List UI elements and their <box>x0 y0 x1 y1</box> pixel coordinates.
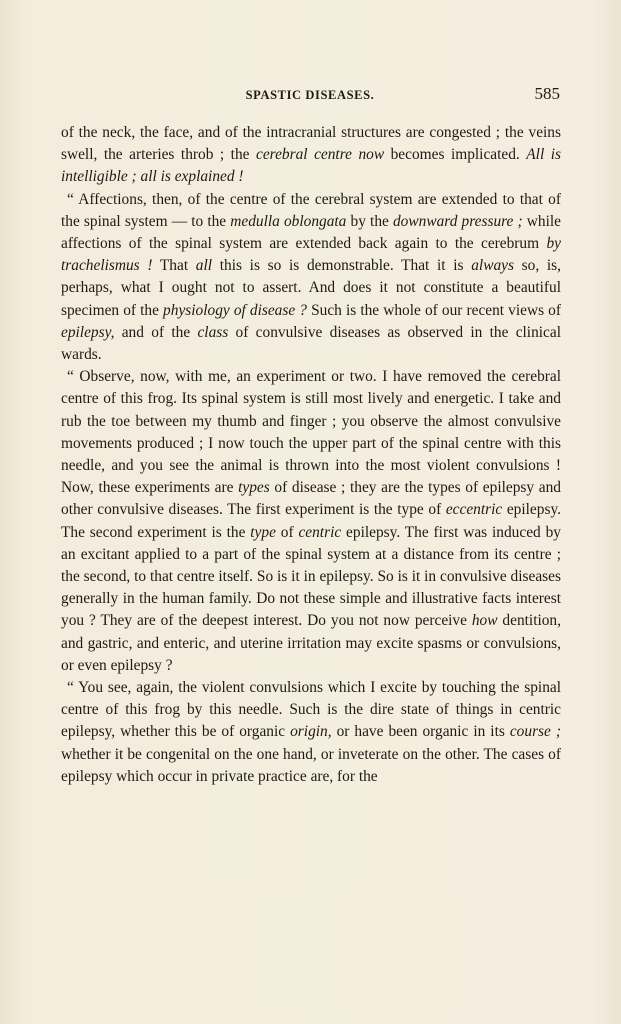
italic-emphasis: course ; <box>509 723 561 741</box>
page-header <box>60 84 560 106</box>
italic-emphasis: all <box>195 257 213 275</box>
running-title: SPASTIC DISEASES. <box>245 88 375 102</box>
italic-emphasis: type <box>250 523 276 541</box>
italic-emphasis: types <box>238 479 270 497</box>
paragraph-3: “ Observe, now, with me, an experiment or two. I have removed the cerebral centre of this frog. Its spinal system is still most lively and energetic. I take and rub the toe between my thumb and finger ; you observe the almost convulsive movements produced ; I now touch the upper part of the spinal centre with this needle, and you see the animal is thrown into the most violent convulsions ! Now, these experiments are types of disease ; they are the types of epilepsy and other convulsive diseases. The first experiment is the type of eccentric epilepsy. The second experiment is the type of centric epilepsy. The first was induced by an excitant applied to a part of the spinal system at a distance from its centre ; the second, to that centre itself. So is it in epilepsy. So is it in convulsive diseases generally in the human family. Do not these simple and illustrative facts interest you ? They are of the deepest interest. Do you not now perceive how dentition, and gastric, and enteric, and uterine irritation may excite spasms or convulsions, or even epilepsy ? <box>61 368 561 674</box>
paragraph-1: of the neck, the face, and of the intracranial structures are congested ; the veins swell, the arteries throb ; the cerebral centre now becomes implicated. All is intelligible ; all is explained ! <box>61 124 561 186</box>
paragraph-4: “ You see, again, the violent convulsions which I excite by touching the spinal centre of this frog by this needle. Such is the dire state of things in centric epilepsy, whether this be of organic origin, or have been organic in its course ; whether it be congenital on the one hand, or inveterate on the other. The cases of epilepsy which occur in private practice are, for the <box>61 679 561 785</box>
italic-emphasis: by trachelismus ! <box>61 235 561 275</box>
italic-emphasis: medulla oblongata <box>230 212 347 230</box>
italic-emphasis: how <box>471 612 498 630</box>
italic-emphasis: epilepsy, <box>61 323 115 341</box>
italic-emphasis: origin, <box>290 723 332 741</box>
page-number: 585 <box>534 84 560 103</box>
italic-emphasis: always <box>471 257 514 275</box>
italic-emphasis: eccentric <box>445 501 503 519</box>
italic-emphasis: All is intelligible ; all is explained ! <box>61 146 561 186</box>
italic-emphasis: cerebral centre now <box>256 146 385 164</box>
italic-emphasis: class <box>197 323 229 341</box>
paragraph-2: “ Affections, then, of the centre of the cerebral system are extended to that of the spinal system — to the medulla oblongata by the downward pressure ; while affections of the spinal system are extended back again to the cerebrum by trachelismus ! That all this is so is demonstrable. That it is always so, is, perhaps, what I ought not to assert. And does it not constitute a beautiful specimen of the physiology of disease ? Such is the whole of our recent views of epilepsy, and of the class of convulsive diseases as observed in the clinical wards. <box>61 190 562 364</box>
italic-emphasis: centric <box>298 523 342 541</box>
italic-emphasis: physiology of disease ? <box>163 301 307 319</box>
italic-emphasis: downward pressure ; <box>392 212 523 230</box>
body-text <box>61 122 561 788</box>
